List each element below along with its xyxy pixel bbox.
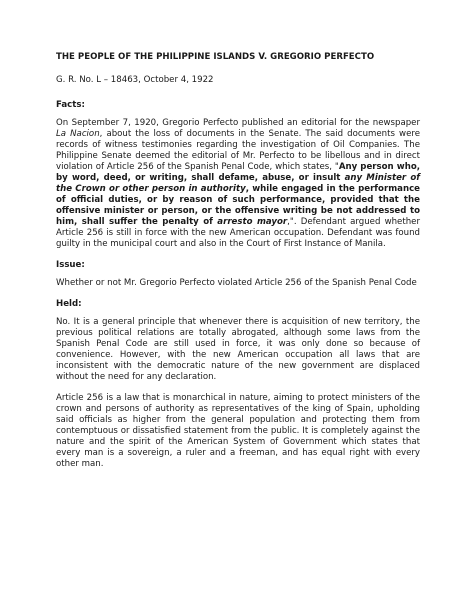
- issue-heading: Issue:: [56, 260, 85, 270]
- held-paragraph-1: No. It is a general principle that whenever there is acquisition of new territory, the previous political relations are totally abrogated, although some laws from the Spanish Penal Code are still used in force, it was only done so because of convenience. However, with the new American occupation all laws that are inconsistent with the democratic nature of the new government are displaced without the need for any declaration.: [56, 317, 420, 382]
- facts-paragraph: [56, 118, 420, 250]
- arresto-mayor: arresto mayor: [217, 217, 288, 227]
- issue-paragraph: Whether or not Mr. Gregorio Perfecto violated Article 256 of the Spanish Penal Code: [56, 278, 417, 288]
- facts-text-3: ,". Defendant argued whether Article 256 is still in force with the new American occupation. Defendant was found guilty in the municipal court and also in the Court of First Instance of Manila.: [56, 217, 420, 249]
- facts-heading: Facts:: [56, 100, 85, 110]
- newspaper-name: La Nacion: [56, 129, 100, 139]
- facts-text-1: On September 7, 1920, Gregorio Perfecto published an editorial for the newspaper: [56, 118, 420, 128]
- facts-text-2: , about the loss of documents in the Senate. The said documents were records of witness testimonies regarding the investigation of Oil Companies. The Philippine Senate deemed the editorial of Mr. Perfecto to be libellous and in direct violation of Article 256 of the Spanish Penal Code, which states, ": [56, 129, 420, 172]
- article-quote-bold: Any person who, by word, deed, or writing, shall defame, abuse, or insult: [56, 162, 420, 183]
- article-quote-bold-italic: any Minister of the Crown or other person in authority: [56, 173, 421, 194]
- article-quote-bold-2: , while engaged in the performance of official duties, or by reason of such performance, provided that the offensive minister or person, or the offensive writing be not addressed to him, shall suffer the penalty of: [56, 184, 420, 227]
- held-heading: Held:: [56, 299, 82, 309]
- case-title: THE PEOPLE OF THE PHILIPPINE ISLANDS V. GREGORIO PERFECTO: [56, 52, 375, 62]
- gr-number: G. R. No. L – 18463, October 4, 1922: [56, 75, 214, 85]
- held-paragraph-2: Article 256 is a law that is monarchical in nature, aiming to protect ministers of the crown and persons of authority as representatives of the king of Spain, upholding said officials as higher from the general population and protecting them from contemptuous or dissatisfied statement from the public. It is completely against the nature and the spirit of the American System of Government which states that every man is a sovereign, a ruler and a freeman, and has equal right with every other man.: [56, 393, 420, 469]
